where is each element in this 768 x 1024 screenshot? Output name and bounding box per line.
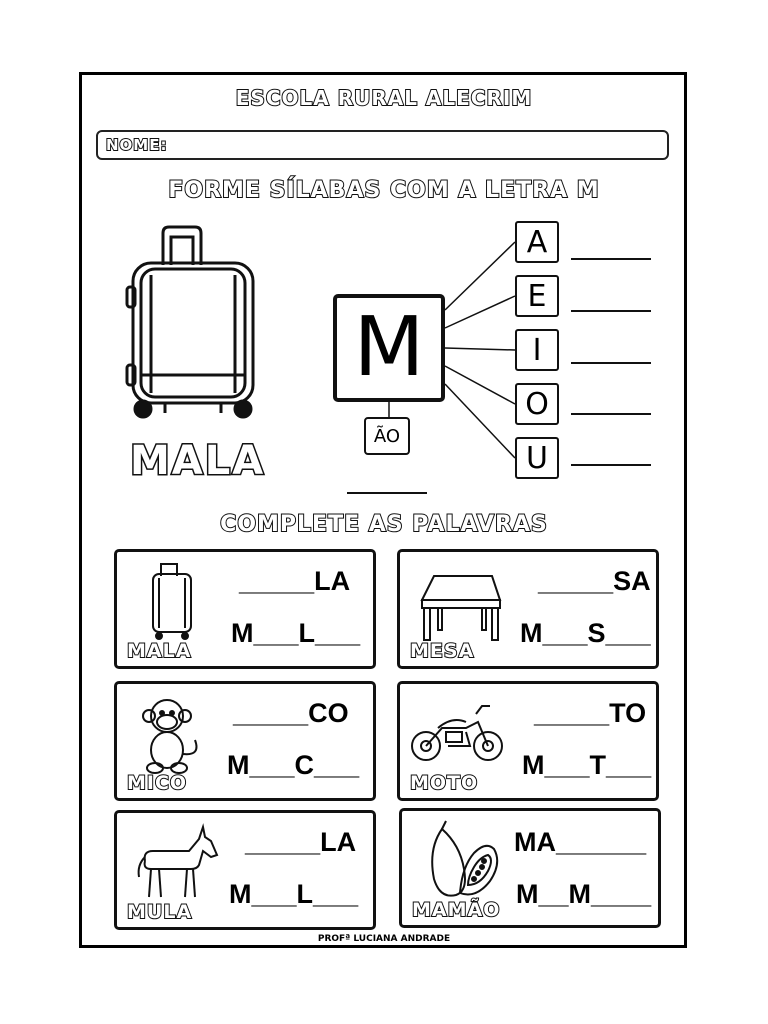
card-word: MICO bbox=[127, 772, 188, 794]
card-line-1: _____TO bbox=[534, 698, 647, 728]
card-line-2: M___S___ bbox=[520, 618, 651, 648]
big-word-mala: MALA bbox=[130, 438, 266, 484]
card-line-1: _____LA bbox=[245, 827, 357, 857]
letter-m-box: M bbox=[333, 294, 445, 402]
card-moto bbox=[397, 681, 659, 801]
card-word: MESA bbox=[410, 640, 475, 662]
vowel-e-box: E bbox=[515, 275, 559, 317]
answer-line-o[interactable] bbox=[571, 413, 651, 415]
card-line-2: M___T___ bbox=[522, 750, 652, 780]
card-word: MALA bbox=[127, 640, 192, 662]
card-line-2: M___L___ bbox=[231, 618, 361, 648]
card-line-1: MA______ bbox=[514, 827, 647, 857]
card-mico bbox=[114, 681, 376, 801]
card-line-1: _____CO bbox=[233, 698, 349, 728]
card-mamao bbox=[399, 808, 661, 928]
motorcycle-icon bbox=[408, 692, 508, 776]
answer-line-ao[interactable] bbox=[347, 492, 427, 494]
mule-icon bbox=[131, 821, 221, 905]
card-mala bbox=[114, 549, 376, 669]
footer-author: PROFª LUCIANA ANDRADE bbox=[317, 934, 451, 944]
card-word: MOTO bbox=[410, 772, 479, 794]
heading-complete-words: COMPLETE AS PALAVRAS bbox=[220, 512, 548, 537]
card-line-1: _____LA bbox=[239, 566, 351, 596]
answer-line-i[interactable] bbox=[571, 362, 651, 364]
papaya-icon bbox=[416, 819, 506, 903]
card-mula bbox=[114, 810, 376, 930]
monkey-icon bbox=[131, 692, 221, 776]
suitcase-icon bbox=[131, 560, 221, 644]
answer-line-e[interactable] bbox=[571, 310, 651, 312]
answer-line-a[interactable] bbox=[571, 258, 651, 260]
card-word: MULA bbox=[127, 901, 193, 923]
school-title: ESCOLA RURAL ALECRIM bbox=[235, 86, 533, 110]
answer-line-u[interactable] bbox=[571, 464, 651, 466]
syllable-ao-box: ÃO bbox=[364, 417, 410, 455]
vowel-o-box: O bbox=[515, 383, 559, 425]
card-line-2: M___C___ bbox=[227, 750, 360, 780]
vowel-i-box: I bbox=[515, 329, 559, 371]
name-label: NOME: bbox=[106, 136, 168, 154]
card-line-2: M___L___ bbox=[229, 879, 359, 909]
heading-form-syllables: FORME SÍLABAS COM A LETRA M bbox=[168, 178, 600, 203]
vowel-a-box: A bbox=[515, 221, 559, 263]
vowel-u-box: U bbox=[515, 437, 559, 479]
card-line-1: _____SA bbox=[538, 566, 651, 596]
card-word: MAMÃO bbox=[412, 899, 501, 921]
card-mesa bbox=[397, 549, 659, 669]
card-line-2: M__M____ bbox=[516, 879, 652, 909]
table-icon bbox=[414, 560, 504, 644]
